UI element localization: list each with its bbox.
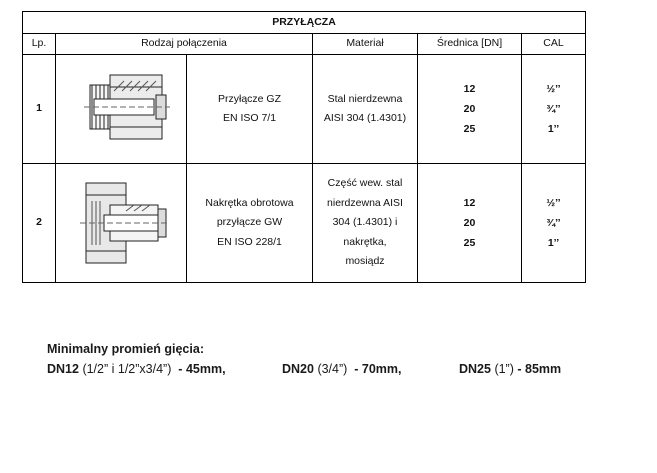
header-lp: Lp. — [23, 34, 56, 55]
dn20-entry — [282, 362, 402, 376]
bend-radius-line — [47, 362, 587, 380]
cal-value: 1’’ — [547, 237, 560, 249]
material-line-2: AISI 304 (1.4301) — [323, 112, 407, 124]
dn12-code: DN12 — [47, 362, 79, 376]
diameter-value: 25 — [463, 237, 476, 249]
material-line-3: 304 (1.4301) i — [332, 216, 398, 229]
header-cal: CAL — [522, 34, 586, 55]
diameter-value: 25 — [463, 123, 476, 135]
swivel-nut-drawing — [66, 171, 176, 275]
bend-radius-notes — [47, 342, 587, 380]
material-line-4: nakrętka, — [343, 235, 387, 248]
connections-table — [22, 11, 586, 283]
diameter-list — [418, 164, 522, 283]
dn20-value: - 70mm, — [347, 362, 402, 376]
cal-value: ½’’ — [546, 197, 561, 209]
notes-heading: Minimalny promień gięcia: — [47, 342, 204, 356]
material-line-1: Część wew. stal — [327, 177, 403, 190]
material-cell — [313, 164, 418, 283]
cal-list — [522, 164, 586, 283]
diameter-value: 12 — [463, 83, 476, 95]
connection-name — [187, 164, 313, 283]
cal-list — [522, 55, 586, 164]
diameter-value: 20 — [463, 217, 476, 229]
header-diameter: Średnica [DN] — [418, 34, 522, 55]
spec-sheet — [22, 11, 585, 283]
header-connection-type: Rodzaj połączenia — [56, 34, 313, 55]
cal-value: ¾’’ — [546, 103, 561, 115]
material-line-5: mosiądz — [345, 255, 385, 268]
material-line-2: nierdzewna AISI — [327, 196, 403, 209]
connection-name-line-3: EN ISO 228/1 — [217, 235, 282, 248]
table-row — [23, 55, 586, 164]
dn25-detail: (1”) — [490, 362, 514, 376]
table-row — [23, 164, 586, 283]
cal-value: ¾’’ — [546, 217, 561, 229]
dn12-value: - 45mm, — [171, 362, 226, 376]
connection-name-line-1: Nakrętka obrotowa — [205, 196, 294, 209]
dn12-detail: (1/2” i 1/2”x3/4”) — [78, 362, 172, 376]
diameter-value: 20 — [463, 103, 476, 115]
cal-value: 1’’ — [547, 123, 560, 135]
material-line-1: Stal nierdzewna — [327, 92, 403, 105]
dn25-value: - 85mm — [513, 362, 562, 376]
dn25-code: DN25 — [459, 362, 491, 376]
diameter-value: 12 — [463, 197, 476, 209]
row-number: 1 — [23, 55, 56, 164]
header-material: Materiał — [313, 34, 418, 55]
cal-value: ½’’ — [546, 83, 561, 95]
dn25-entry — [459, 362, 561, 376]
connection-name-line-1: Przyłącze GZ — [217, 92, 281, 105]
diameter-list — [418, 55, 522, 164]
connection-name — [187, 55, 313, 164]
row-number: 2 — [23, 164, 56, 283]
table-title: PRZYŁĄCZA — [23, 12, 586, 34]
dn20-detail: (3/4”) — [313, 362, 348, 376]
material-cell — [313, 55, 418, 164]
connection-name-line-2: przyłącze GW — [216, 216, 283, 229]
fitting-drawing-male-thread — [56, 55, 187, 164]
fitting-drawing-swivel-nut — [56, 164, 187, 283]
dn12-entry — [47, 362, 226, 376]
dn20-code: DN20 — [282, 362, 314, 376]
connection-name-line-2: EN ISO 7/1 — [222, 112, 277, 124]
male-connector-drawing — [66, 61, 176, 157]
